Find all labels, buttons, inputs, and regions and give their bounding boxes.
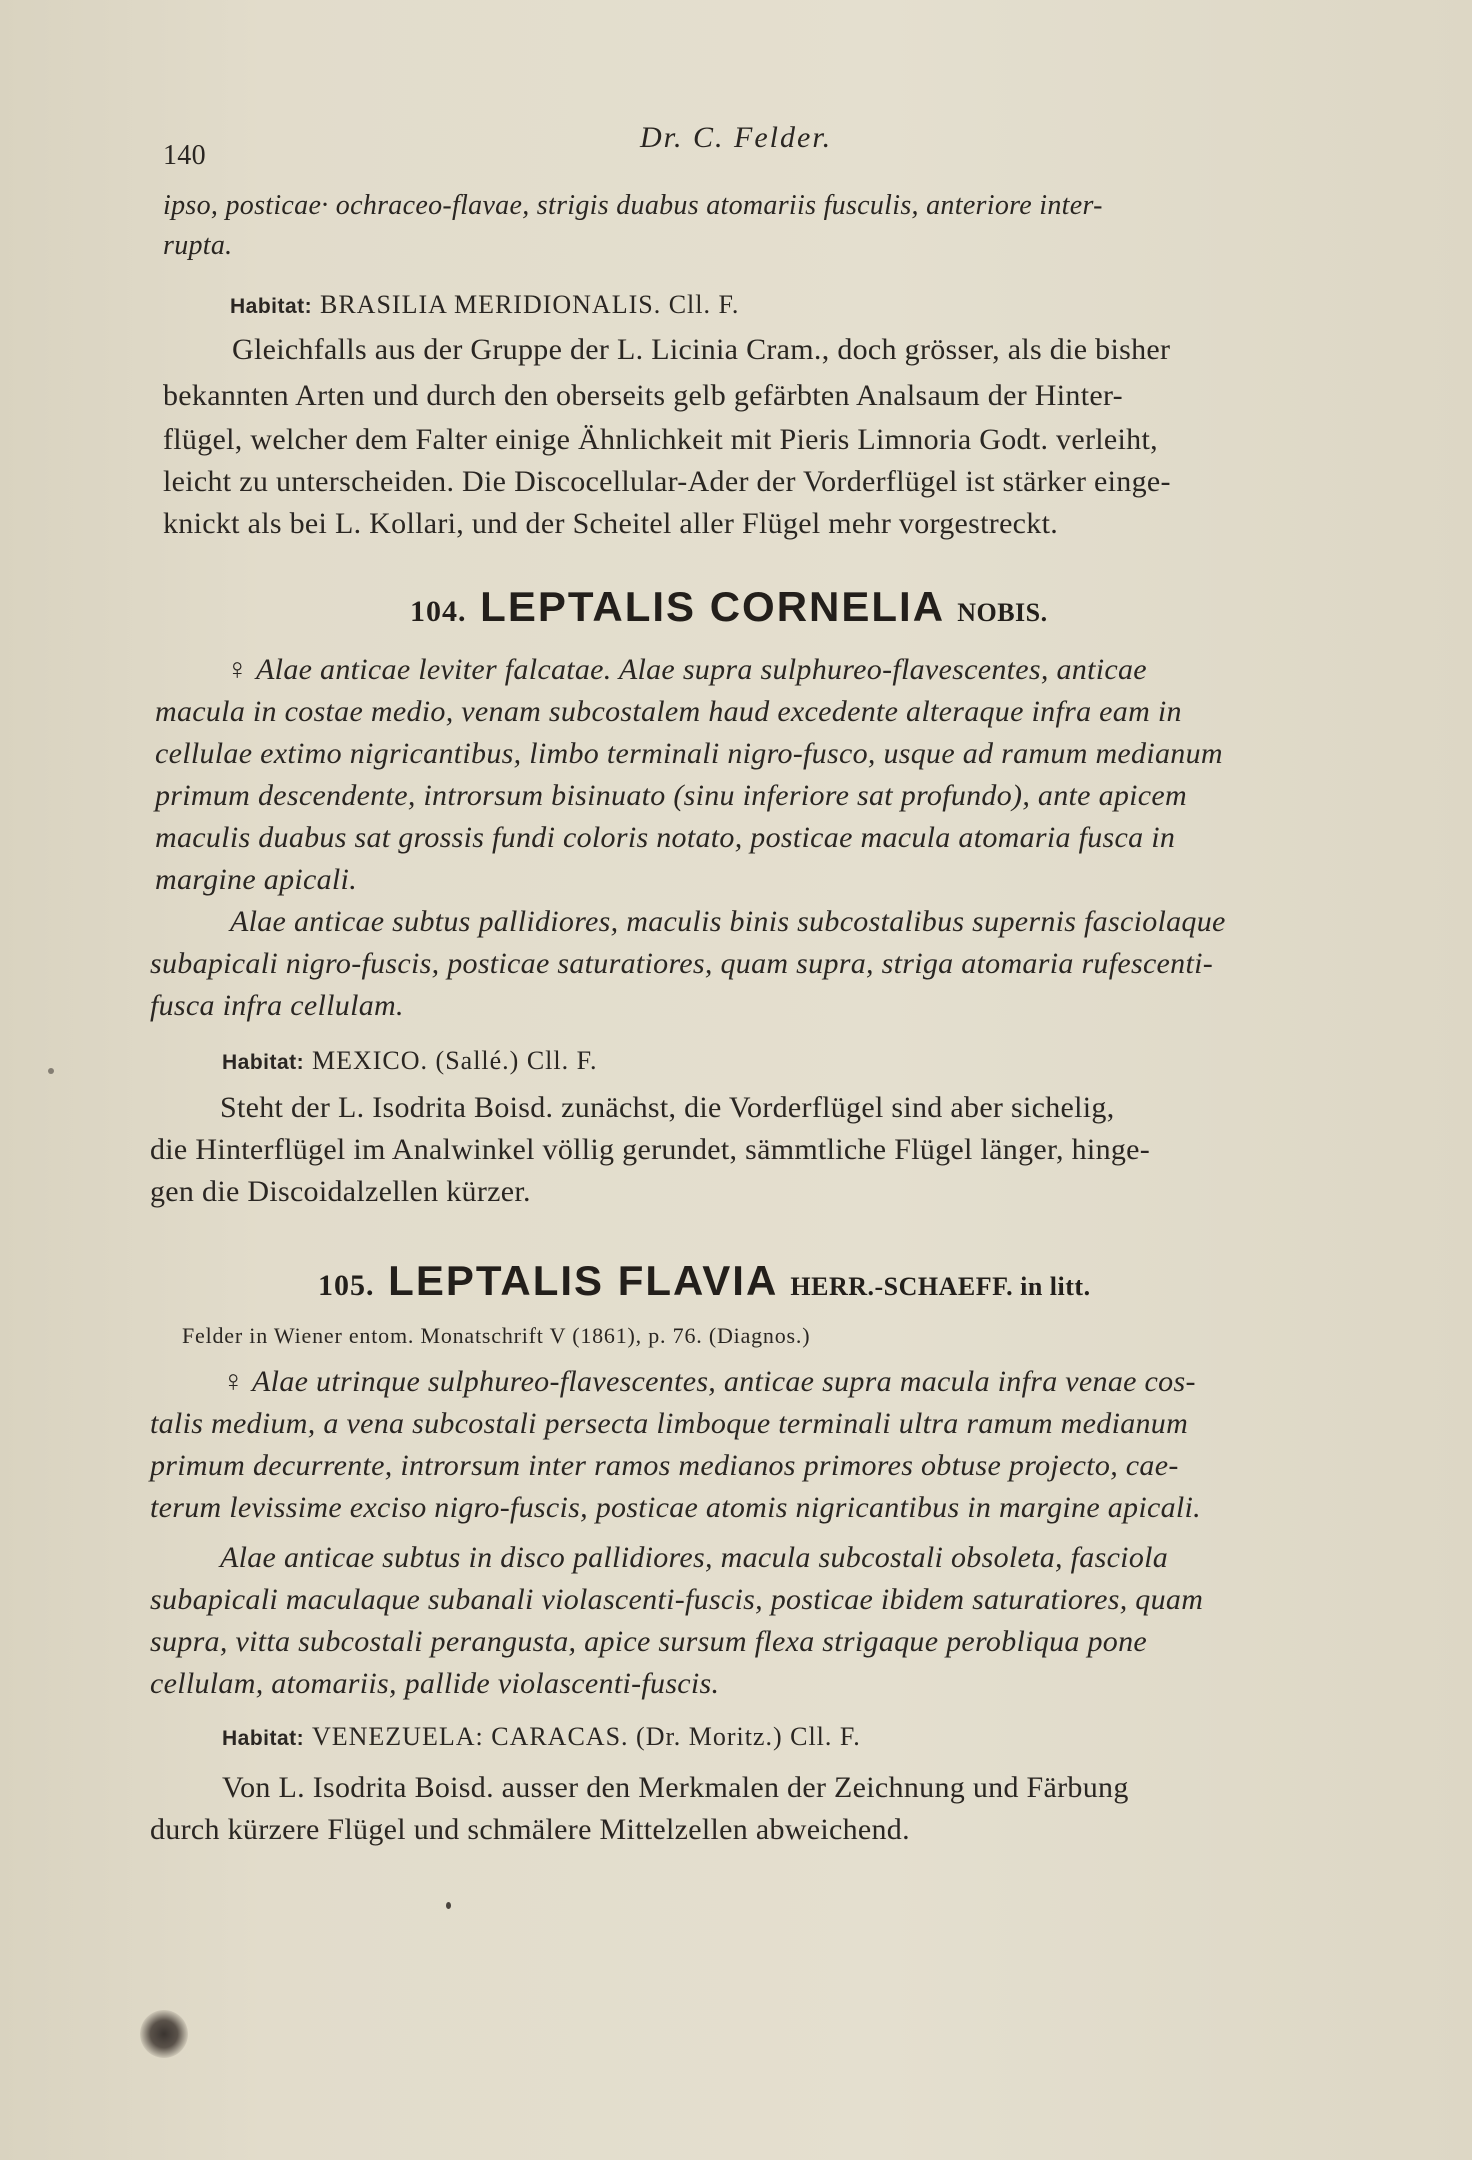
habitat-line [222,1040,598,1083]
diagnosis-line: terum levissime exciso nigro-fuscis, posticae atomis nigricantibus in margine apicali. [150,1491,1201,1524]
diagnosis-line: ♀ Alae utrinque sulphureo-flavescentes, anticae supra macula infra venae cos- [222,1365,1196,1398]
diagnosis-line: rupta. [163,230,233,261]
running-title: Dr. C. Felder. [640,121,833,154]
diagnosis-line: ipso, posticae· ochraceo-flavae, strigis duabus atomariis fusculis, anteriore inter- [163,190,1103,221]
description-line: Gleichfalls aus der Gruppe der L. Licinia Cram., doch grösser, als die bisher [232,333,1171,366]
diagnosis-line: ♀ Alae anticae leviter falcatae. Alae supra sulphureo-flavescentes, anticae [226,653,1147,686]
habitat-label: Habitat: [230,295,313,318]
description-line: knickt als bei L. Kollari, und der Scheitel aller Flügel mehr vorgestreckt. [163,507,1059,540]
species-heading-104 [410,582,1048,638]
bibliographic-reference: Felder in Wiener entom. Monatschrift V (1861), p. 76. (Diagnos.) [182,1323,811,1348]
description-line: leicht zu unterscheiden. Die Discocellular-Ader der Vorderflügel ist stärker einge- [163,465,1171,498]
species-number: 104. [410,595,467,628]
description-line: durch kürzere Flügel und schmälere Mittelzellen abweichend. [150,1813,910,1846]
description-line: Steht der L. Isodrita Boisd. zunächst, die Vorderflügel sind aber sichelig, [220,1091,1115,1124]
diagnosis-line: fusca infra cellulam. [150,989,404,1022]
diagnosis-line: cellulae extimo nigricantibus, limbo terminali nigro-fusco, usque ad ramum medianum [155,737,1223,770]
species-title: LEPTALIS FLAVIA [388,1257,777,1304]
diagnosis-line: supra, vitta subcostali perangusta, apice sursum flexa strigaque perobliqua pone [150,1625,1147,1658]
species-heading-105 [318,1256,1091,1312]
diagnosis-line: primum decurrente, introrsum inter ramos medianos primores obtuse projecto, cae- [150,1449,1179,1482]
diagnosis-line: Alae anticae subtus in disco pallidiores, macula subcostali obsoleta, fasciola [220,1541,1169,1574]
ink-speck [48,1068,54,1074]
description-line: flügel, welcher dem Falter einige Ähnlichkeit mit Pieris Limnoria Godt. verleiht, [163,423,1158,456]
diagnosis-line: maculis duabus sat grossis fundi coloris notato, posticae macula atomaria fusca in [155,821,1176,854]
habitat-line [230,284,739,327]
habitat-label: Habitat: [222,1727,305,1750]
description-line: Von L. Isodrita Boisd. ausser den Merkmalen der Zeichnung und Färbung [222,1771,1129,1804]
diagnosis-line: subapicali nigro-fuscis, posticae saturatiores, quam supra, striga atomaria rufescenti- [150,947,1214,980]
diagnosis-line: cellulam, atomariis, pallide violascenti-fuscis. [150,1667,720,1700]
species-author: NOBIS. [957,598,1048,627]
diagnosis-line: margine apicali. [155,863,357,896]
species-title: LEPTALIS CORNELIA [480,583,944,630]
ink-speck [446,1902,451,1909]
page-number: 140 [163,140,206,171]
habitat-text: BRASILIA MERIDIONALIS. Cll. F. [319,290,740,319]
habitat-text: MEXICO. (Sallé.) Cll. F. [311,1046,598,1075]
diagnosis-line: Alae anticae subtus pallidiores, maculis binis subcostalibus supernis fasciolaque [230,905,1226,938]
description-line: die Hinterflügel im Analwinkel völlig gerundet, sämmtliche Flügel länger, hinge- [150,1133,1151,1166]
ink-smudge [140,2010,188,2058]
habitat-text: VENEZUELA: CARACAS. (Dr. Moritz.) Cll. F. [311,1722,861,1751]
habitat-label: Habitat: [222,1051,305,1074]
diagnosis-line: subapicali maculaque subanali violascenti-fuscis, posticae ibidem saturatiores, quam [150,1583,1204,1616]
diagnosis-line: talis medium, a vena subcostali persecta limboque terminali ultra ramum medianum [150,1407,1189,1440]
description-line: gen die Discoidalzellen kürzer. [150,1175,531,1208]
species-author: HERR.-SCHAEFF. in litt. [790,1272,1091,1301]
diagnosis-line: macula in costae medio, venam subcostalem haud excedente alteraque infra eam in [155,695,1182,728]
habitat-line [222,1716,861,1759]
species-number: 105. [318,1269,375,1302]
diagnosis-line: primum descendente, introrsum bisinuato (sinu inferiore sat profundo), ante apicem [155,779,1188,812]
description-line: bekannten Arten und durch den oberseits gelb gefärbten Analsaum der Hinter- [163,379,1123,412]
